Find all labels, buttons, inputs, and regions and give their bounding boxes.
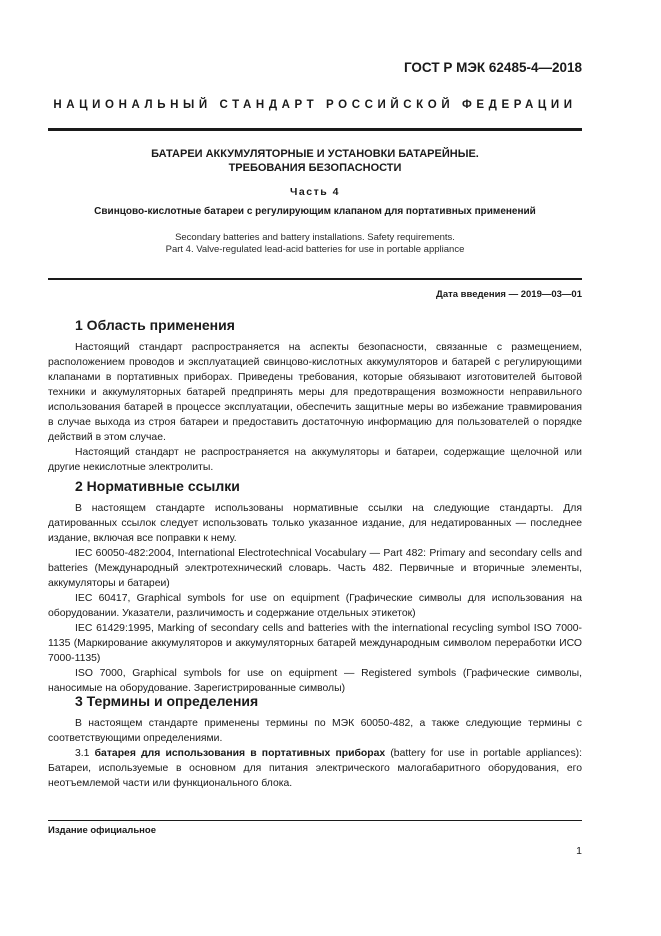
english-title-line-2: Part 4. Valve-regulated lead-acid batteries for use in portable appliance: [165, 244, 465, 255]
paragraph: Настоящий стандарт не распространяется на аккумуляторы и батареи, содержащие щелочной или другие некислотные электролиты.: [48, 447, 582, 473]
paragraph: В настоящем стандарте использованы нормативные ссылки на следующие стандарты. Для датированных ссылок следует использовать только указанное издание, для недатированных — последнее издание, включая все поправки к нему.: [48, 503, 582, 544]
section-2-body: [48, 501, 582, 696]
page-number: 1: [576, 845, 582, 857]
title-line-2: ТРЕБОВАНИЯ БЕЗОПАСНОСТИ: [228, 162, 402, 174]
introduction-date: Дата введения — 2019—03—01: [436, 289, 582, 300]
reference-item: ISO 7000, Graphical symbols for use on equipment — Registered symbols (Графические символы, наносимые на оборудование. Зарегистрированные символы): [48, 668, 582, 694]
english-title-line-1: Secondary batteries and battery installations. Safety requirements.: [175, 232, 455, 243]
section-1-heading: 1 Область применения: [75, 317, 235, 333]
reference-item: IEC 61429:1995, Marking of secondary cells and batteries with the international recycling symbol ISO 7000-1135 (Маркирование аккумуляторов и аккумуляторных батарей международным символом переработки ИСО 7000-1135): [48, 623, 582, 664]
section-3-heading: 3 Термины и определения: [75, 693, 259, 709]
top-divider: [48, 128, 582, 131]
title-divider: [48, 278, 582, 280]
term-text: (battery for use in portable appliances): Батареи, используемые в основном для питания электрического малогабаритного оборудования, его неотъемлемой части или функционального блока.: [48, 748, 582, 789]
national-standard-heading: НАЦИОНАЛЬНЫЙ СТАНДАРТ РОССИЙСКОЙ ФЕДЕРАЦИИ: [53, 99, 577, 111]
footer-divider: [48, 820, 582, 821]
document-title: [48, 147, 582, 175]
term-name: батарея для использования в портативных приборах: [94, 748, 386, 759]
term-number: 3.1: [75, 748, 90, 759]
reference-item: IEC 60050-482:2004, International Electrotechnical Vocabulary — Part 482: Primary and secondary cells and batteries (Международный электротехнический словарь. Часть 482. Первичные и вторичные элементы, аккумуляторы и батареи): [48, 548, 582, 589]
section-3-body: [48, 716, 582, 791]
paragraph: В настоящем стандарте применены термины по МЭК 60050-482, а также следующие термины с соответствующими определениями.: [48, 718, 582, 744]
edition-label: Издание официальное: [48, 825, 156, 836]
part-label: Часть 4: [290, 186, 340, 198]
paragraph: Настоящий стандарт распространяется на аспекты безопасности, связанные с размещением, расположением проводов и эксплуатацией свинцово-кислотных аккумуляторов и батарей с регулирующими клапанами в портативных приборах. Приведены требования, которые обязывают изготовителей бытовой техники и аккумуляторных батарей предпринять меры для предотвращения возможности неправильного использования батарей в процессе эксплуатации, обеспечить защитные меры во избежание травмирования в случае выхода из строя батареи и предоставить достаточную информацию для пользователей о порядке действий в этом случае.: [48, 342, 582, 443]
document-subtitle: Свинцово-кислотные батареи с регулирующим клапаном для портативных применений: [94, 206, 536, 217]
english-title: [48, 232, 582, 256]
section-1-body: [48, 340, 582, 475]
term-definition: [48, 746, 582, 791]
title-line-1: БАТАРЕИ АККУМУЛЯТОРНЫЕ И УСТАНОВКИ БАТАРЕЙНЫЕ.: [151, 148, 479, 160]
section-2-heading: 2 Нормативные ссылки: [75, 478, 240, 494]
reference-item: IEC 60417, Graphical symbols for use on equipment (Графические символы для использования на оборудовании. Указатели, различимость и содержание отдельных этикеток): [48, 593, 582, 619]
standard-code: ГОСТ Р МЭК 62485-4—2018: [403, 60, 582, 75]
